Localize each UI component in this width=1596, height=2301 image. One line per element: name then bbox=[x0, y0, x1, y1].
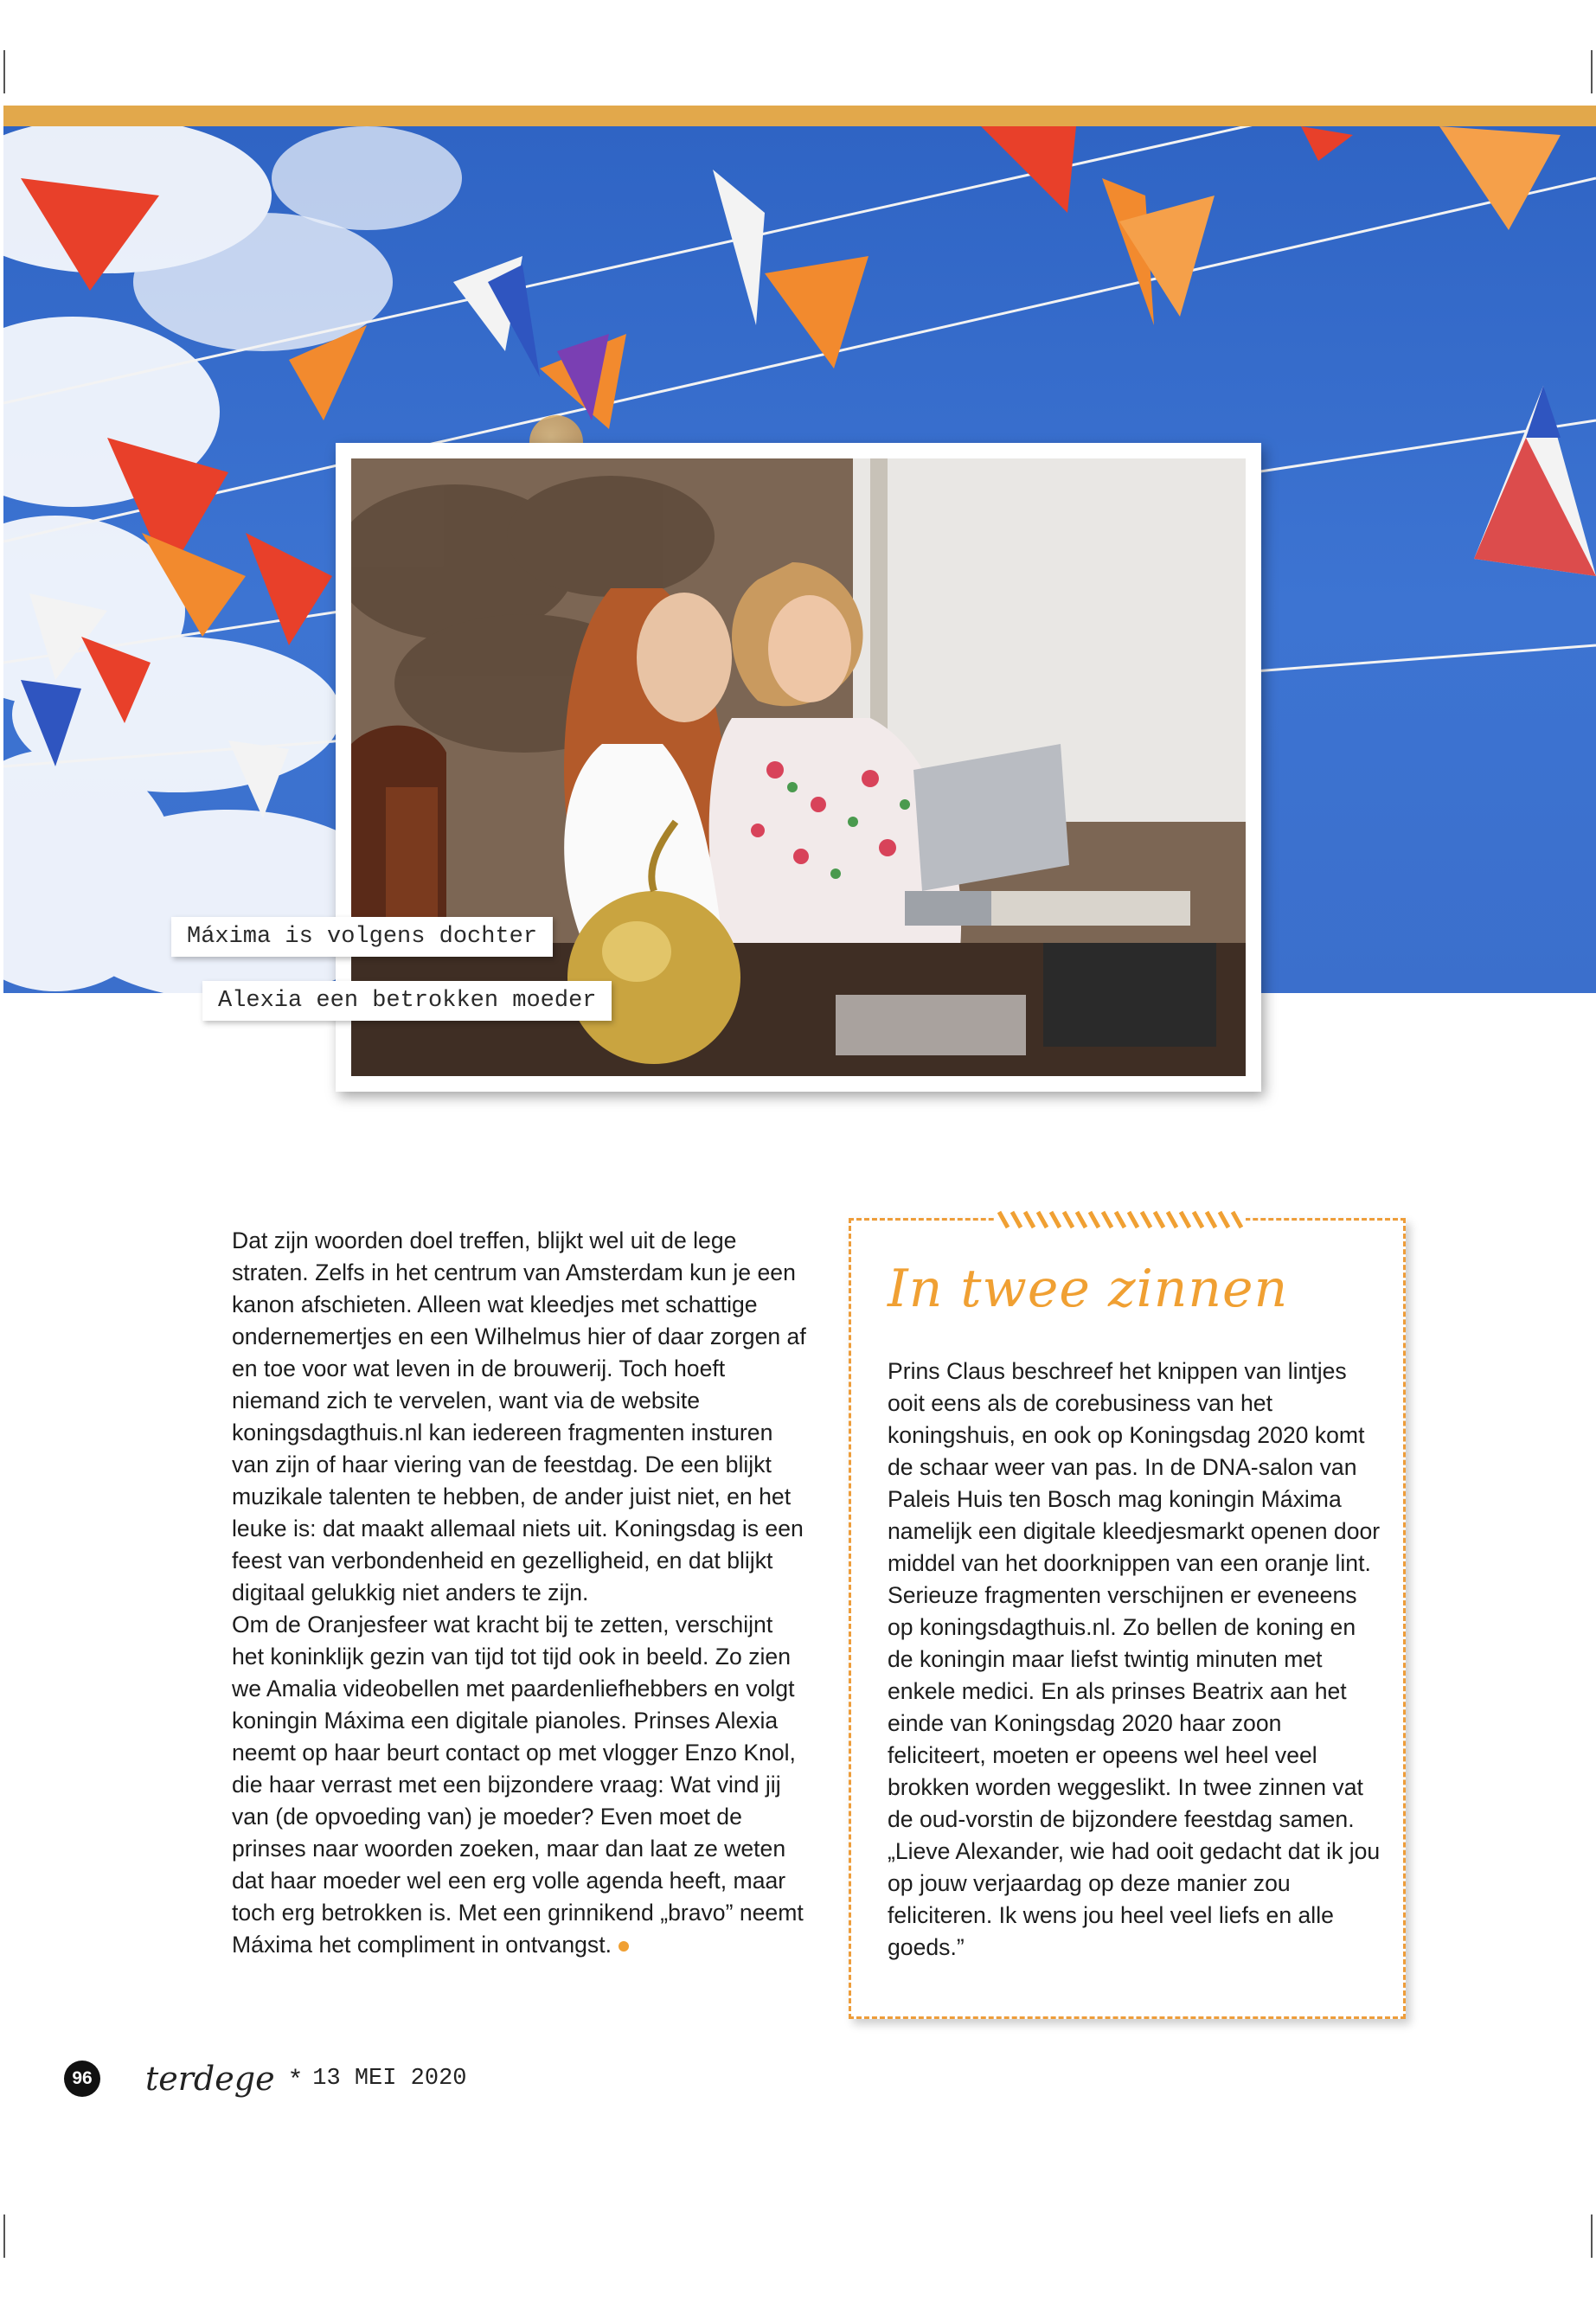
photo-caption-line-2: Alexia een betrokken moeder bbox=[202, 981, 612, 1021]
magazine-name: terdege bbox=[145, 2060, 275, 2098]
article-paragraph-2 bbox=[232, 1609, 810, 1961]
article-paragraph-2-text: Om de Oranjesfeer wat kracht bij te zetten, verschijnt het koninklijk gezin van tijd tot tijd ook in beeld. Zo zien we Amalia videobellen met paardenliefhebbers en volgt koningin Máxima een digitale pianoles. Prinses Alexia neemt op haar beurt contact op met vlogger Enzo Knol, die haar verrast met een bijzondere vraag: Wat vind jij van (de opvoeding van) je moeder? Even moet de prinses naar woorden zoeken, maar dan laat ze weten dat haar moeder wel een erg volle agenda heeft, maar toch erg betrokken is. Met een grinnikend „bravo” neemt Máxima het compliment in ontvangst. bbox=[232, 1612, 804, 1958]
footer-separator: * bbox=[290, 2064, 301, 2093]
page-footer bbox=[64, 2059, 466, 2099]
article-paragraph-1: Dat zijn woorden doel treffen, blijkt wel uit de lege straten. Zelfs in het centrum van Amsterdam kun je een kanon afschieten. Alleen wat kleedjes met schattige ondernemertjes en een Wilhelmus hier of daar zorgen af en toe voor wat leven in de brouwerij. Toch hoeft niemand zich te vervelen, want via de website koningsdagthuis.nl kan iedereen fragmenten insturen van zijn of haar viering van de feestdag. De een blijkt muzikale talenten te hebben, de ander juist niet, en het leuke is: dat maakt allemaal niets uit. Koningsdag is een feest van verbondenheid en gezelligheid, en dat blijkt digitaal gelukkig niet anders te zijn. bbox=[232, 1227, 806, 1606]
crop-mark-bottom-right bbox=[1591, 2214, 1593, 2258]
page-number: 96 bbox=[64, 2061, 100, 2097]
crop-mark-top-left bbox=[3, 50, 5, 93]
zigzag-ornament-icon bbox=[995, 1207, 1246, 1233]
issue-date: 13 MEI 2020 bbox=[312, 2066, 467, 2092]
sidebar-text: Prins Claus beschreef het knippen van lintjes ooit eens als de corebusiness van het koningshuis, en ook op Koningsdag 2020 komt de schaar weer van pas. In de DNA-salon van Paleis Huis ten Bosch mag koningin Máxima namelijk een digitale kleedjesmarkt openen door middel van het doorknippen van een oranje lint. Serieuze fragmenten verschijnen er eveneens op koningsdagthuis.nl. Zo bellen de koning en de koningin maar liefst twintig minuten met enkele medici. En als prinses Beatrix aan het einde van Koningsdag 2020 haar zoon feliciteert, moeten er opeens wel heel veel brokken worden weggeslikt. In twee zinnen vat de oud-vorstin de bijzondere feestdag samen. „Lieve Alexander, wie had ooit gedacht dat ik jou op jouw verjaardag op deze manier zou feliciteren. Ik wens jou heel veel liefs en alle goeds.” bbox=[888, 1358, 1381, 1960]
crop-mark-bottom-left bbox=[3, 2214, 5, 2258]
article-body bbox=[232, 1225, 810, 1961]
crop-mark-top-right bbox=[1591, 50, 1593, 93]
photo-caption-line-1: Máxima is volgens dochter bbox=[171, 917, 553, 957]
sidebar-title: In twee zinnen bbox=[888, 1259, 1289, 1319]
sidebar-box bbox=[849, 1218, 1406, 2019]
header-band bbox=[3, 106, 1596, 126]
end-mark-icon bbox=[619, 1941, 629, 1952]
